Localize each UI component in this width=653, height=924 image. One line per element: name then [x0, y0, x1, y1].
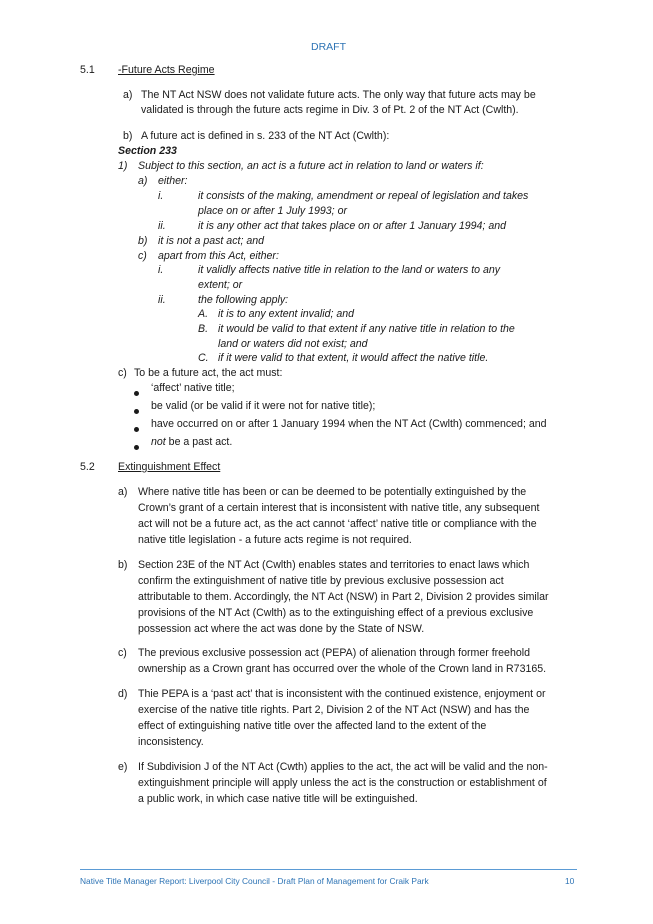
quote-marker: a) — [138, 175, 148, 187]
paragraph-line: Thie PEPA is a ‘past act’ that is inconsistent with the continued existence, enjoyment or — [138, 688, 546, 700]
bullet-icon — [134, 386, 139, 401]
paragraph-line: confirm the extinguishment of native title by previous exclusive possession act — [138, 575, 504, 587]
paragraph-line: a public work, in which case native title will be extinguished. — [138, 793, 418, 805]
bullet-text-rest: be a past act. — [165, 436, 233, 448]
bullet-text: have occurred on or after 1 January 1994 when the NT Act (Cwlth) commenced; and — [151, 418, 547, 430]
item-marker: a) — [123, 89, 133, 101]
bullet-emphasis: not — [151, 436, 166, 448]
bullet-text — [151, 435, 232, 450]
item-marker: b) — [118, 559, 128, 571]
paragraph-line: The previous exclusive possession act (PEPA) of alienation through former freehold — [138, 647, 530, 659]
quote-heading: Section 233 — [118, 145, 177, 157]
item-marker: b) — [123, 130, 133, 142]
quote-line: it is not a past act; and — [158, 235, 264, 247]
quote-line: extent; or — [198, 279, 243, 291]
quote-line: it would be valid to that extent if any native title in relation to the — [218, 323, 515, 335]
section-number: 5.2 — [80, 461, 95, 473]
paragraph-line: validated is through the future acts regime in Div. 3 of Pt. 2 of the NT Act (Cwlth). — [141, 104, 519, 116]
quote-marker: 1) — [118, 160, 128, 172]
paragraph-line: To be a future act, the act must: — [134, 367, 283, 379]
section-number: 5.1 — [80, 64, 95, 76]
section-title: Extinguishment Effect — [118, 461, 221, 473]
footer-divider — [80, 869, 577, 870]
item-marker: c) — [118, 647, 127, 659]
bullet-icon — [134, 404, 139, 419]
bullet-text: be valid (or be valid if it were not for native title); — [151, 400, 376, 412]
item-marker: a) — [118, 486, 128, 498]
paragraph-line: The NT Act NSW does not validate future acts. The only way that future acts may be — [141, 89, 536, 101]
item-marker: d) — [118, 688, 128, 700]
quote-marker: C. — [198, 352, 209, 364]
paragraph-line: exercise of the native title rights. Part 2, Division 2 of the NT Act (NSW) and has the — [138, 704, 530, 716]
quote-marker: i. — [158, 264, 164, 276]
bullet-text: ‘affect’ native title; — [151, 382, 235, 394]
quote-marker: B. — [198, 323, 209, 335]
footer-text: Native Title Manager Report: Liverpool City Council - Draft Plan of Management for Craik Park — [80, 876, 429, 886]
page-number: 10 — [565, 876, 575, 886]
bullet-icon — [134, 422, 139, 437]
quote-line: it is any other act that takes place on or after 1 January 1994; and — [198, 220, 506, 232]
quote-line: it consists of the making, amendment or repeal of legislation and takes — [198, 190, 529, 202]
paragraph-line: possession act where the act was done by the State of NSW. — [138, 623, 425, 635]
paragraph-line: Crown’s grant of a certain interest that is inconsistent with native title, any subsequent — [138, 502, 540, 514]
paragraph-line: attributable to them. Accordingly, the NT Act (NSW) in Part 2, Division 2 provides similar — [138, 591, 549, 603]
quote-line: it is to any extent invalid; and — [218, 308, 355, 320]
paragraph-line: provisions of the NT Act (Cwlth) as to the extinguishing effect of a previous exclusive — [138, 607, 534, 619]
paragraph-line: ownership as a Crown grant has occurred over the whole of the Crown land in R73165. — [138, 663, 547, 675]
quote-line: the following apply: — [198, 294, 289, 306]
paragraph-line: act will not be a future act, as the act cannot ‘affect’ native title or compliance with the — [138, 518, 537, 530]
quote-marker: c) — [138, 250, 147, 262]
quote-marker: b) — [138, 235, 148, 247]
quote-marker: ii. — [158, 220, 166, 232]
quote-line: apart from this Act, either: — [158, 250, 279, 262]
paragraph-line: native title legislation - a future acts regime is not required. — [138, 534, 412, 546]
paragraph-line: A future act is defined in s. 233 of the NT Act (Cwlth): — [141, 130, 390, 142]
quote-line: it validly affects native title in relation to the land or waters to any — [198, 264, 501, 276]
quote-marker: A. — [198, 308, 209, 320]
paragraph-line: inconsistency. — [138, 736, 204, 748]
bullet-icon — [134, 440, 139, 455]
paragraph-line: extinguishment principle will apply unless the act is the construction or establishment of — [138, 777, 547, 789]
quote-line: if it were valid to that extent, it would affect the native title. — [218, 352, 489, 364]
section-title: -Future Acts Regime — [118, 64, 215, 76]
quote-line: place on or after 1 July 1993; or — [198, 205, 347, 217]
draft-watermark: DRAFT — [311, 41, 346, 53]
quote-line: Subject to this section, an act is a future act in relation to land or waters if: — [138, 160, 484, 172]
item-marker: e) — [118, 761, 128, 773]
paragraph-line: Section 23E of the NT Act (Cwlth) enables states and territories to enact laws which — [138, 559, 530, 571]
item-marker: c) — [118, 367, 127, 379]
paragraph-line: Where native title has been or can be deemed to be potentially extinguished by the — [138, 486, 527, 498]
quote-marker: i. — [158, 190, 164, 202]
quote-marker: ii. — [158, 294, 166, 306]
paragraph-line: If Subdivision J of the NT Act (Cwth) applies to the act, the act will be valid and the non- — [138, 761, 548, 773]
paragraph-line: effect of extinguishing native title over the affected land to the extent of the — [138, 720, 487, 732]
quote-line: land or waters did not exist; and — [218, 338, 368, 350]
quote-line: either: — [158, 175, 188, 187]
